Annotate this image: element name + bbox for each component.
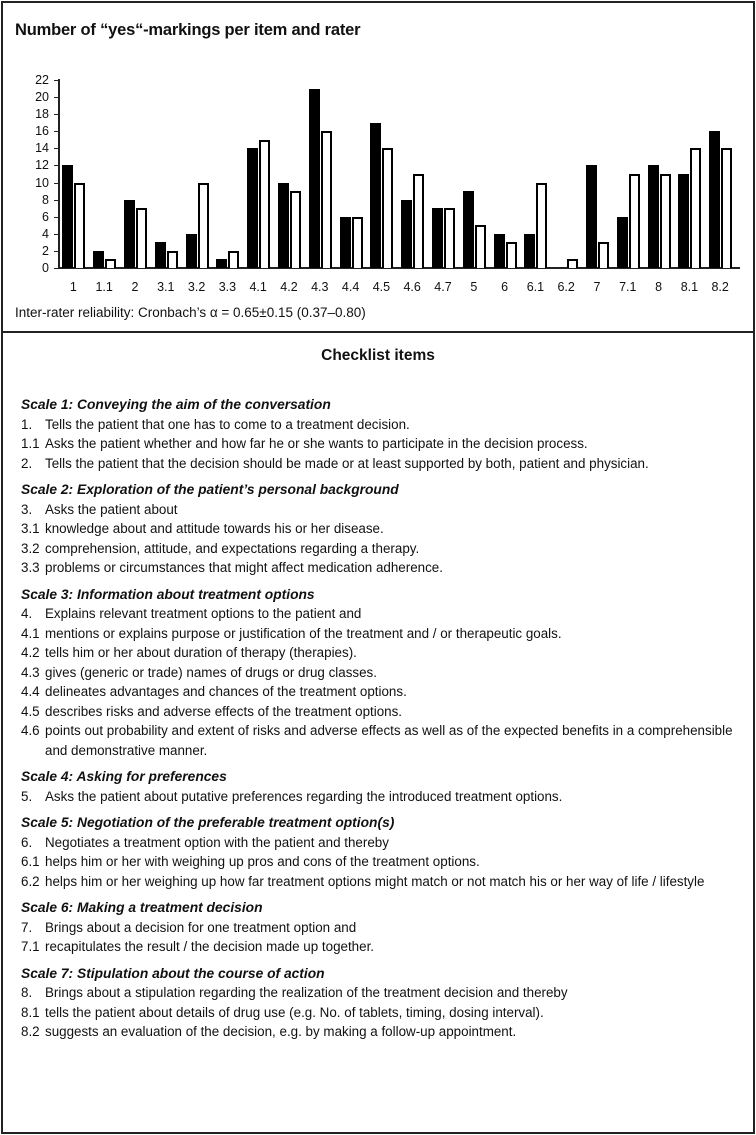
scale-title: Scale 1: Conveying the aim of the conversation [21,397,331,412]
item-text: knowledge about and attitude towards his or her disease. [45,521,384,536]
x-tick-label: 2 [131,280,139,294]
bar-rater-2 [567,259,578,268]
scale-title: Scale 7: Stipulation about the course of action [21,965,325,981]
x-tick-label: 4.2 [280,280,298,294]
item-number: 4.3 [21,664,40,680]
item-text: tells him or her about duration of therapy (therapies). [45,645,357,660]
y-tick-label: 20 [35,90,49,105]
scale-title: Scale 2: Exploration of the patient’s personal background [21,482,399,497]
checklist-item [21,721,751,760]
x-tick-label: 8.2 [711,280,729,294]
bar-rater-1 [617,217,628,268]
checklist-item [21,937,751,957]
y-tick-mark [54,268,59,269]
reliability-note: Inter-rater reliability: Cronbach’s α = 0.65±0.15 (0.37–0.80) [15,305,366,320]
bar-rater-2 [413,174,424,268]
y-tick-label: 22 [35,73,49,87]
x-tick-label: 1 [69,280,77,294]
item-number: 6. [21,834,33,850]
item-text: problems or circumstances that might affect medication adherence. [45,560,443,575]
y-tick-mark [54,97,59,98]
scale-section [21,395,751,473]
item-number: 2. [21,455,33,471]
item-text: Tells the patient that one has to come to a treatment decision. [45,416,410,432]
x-tick-label: 8 [655,280,663,294]
item-number: 3.1 [21,521,40,536]
y-tick-label: 6 [42,209,49,224]
checklist-item [21,454,751,474]
x-tick-label: 7.1 [619,280,637,294]
bar-rater-1 [186,234,197,268]
bar-rater-1 [463,191,474,268]
x-tick-label: 1.1 [95,280,113,294]
item-number: 8. [21,985,33,1000]
x-tick-label: 4.7 [434,280,452,294]
bar-rater-2 [352,217,363,268]
y-tick-mark [54,234,59,235]
scale-title: Scale 5: Negotiation of the preferable treatment option(s) [21,815,395,830]
item-text: gives (generic or trade) names of drugs or drug classes. [45,664,377,680]
checklist-item [21,1003,751,1023]
item-text: Asks the patient whether and how far he or she wants to participate in the decision process. [45,436,588,451]
x-tick-label: 6 [501,280,509,294]
bar-rater-2 [74,183,85,268]
item-number: 4.1 [21,625,40,641]
item-text: Explains relevant treatment options to the patient and [45,606,362,621]
bar-rater-1 [432,208,443,268]
y-axis [58,79,60,269]
item-number: 4.5 [21,703,40,719]
checklist-title: Checklist items [321,347,435,364]
item-text: points out probability and extent of risks and adverse effects as well as of the expected benefits in a comprehensible and demonstrative manner. [45,723,733,758]
checklist-item [21,1022,751,1042]
item-text: comprehension, attitude, and expectations regarding a therapy. [45,540,420,556]
bar-rater-1 [524,234,535,268]
item-text: Brings about a stipulation regarding the realization of the treatment decision and thereby [45,985,568,1000]
item-number: 4. [21,606,33,621]
scale-section [21,813,751,891]
item-text: Asks the patient about [45,501,178,517]
scale-section [21,480,751,578]
bar-rater-2 [321,131,332,268]
item-text: suggests an evaluation of the decision, e.g. by making a follow-up appointment. [45,1024,517,1039]
checklist-item [21,682,751,702]
checklist-item [21,702,751,722]
y-tick-label: 0 [42,261,49,275]
chart-panel [3,3,753,331]
x-tick-label: 4.3 [311,280,329,294]
x-tick-label: 4.1 [249,280,267,294]
item-text: delineates advantages and chances of the treatment options. [45,684,407,699]
scale-title: Scale 6: Making a treatment decision [21,900,263,915]
bar-rater-2 [382,148,393,268]
checklist-panel [3,333,753,1133]
checklist-item [21,415,751,435]
bar-rater-1 [709,131,720,268]
item-number: 4.6 [21,723,40,738]
bar-rater-2 [536,183,547,268]
bar-rater-2 [259,140,270,268]
scale-section [21,898,751,957]
y-tick-label: 18 [35,107,49,122]
y-tick-mark [54,80,59,81]
bar-rater-1 [62,165,73,268]
bar-rater-2 [690,148,701,268]
y-tick-label: 2 [42,243,49,258]
item-number: 3. [21,501,33,517]
bar-rater-2 [660,174,671,268]
checklist-item [21,663,751,683]
bar-rater-2 [136,208,147,268]
figure-frame [1,1,755,1134]
bar-rater-2 [290,191,301,268]
x-tick-label: 6.2 [557,280,575,294]
bar-rater-1 [494,234,505,268]
checklist-item [21,872,751,892]
checklist-item [21,500,751,520]
bar-rater-2 [444,208,455,268]
item-number: 4.2 [21,645,40,660]
y-tick-mark [54,165,59,166]
x-tick-label: 5 [470,280,478,294]
item-number: 8.1 [21,1004,40,1020]
item-text: recapitulates the result / the decision made up together. [45,939,375,954]
bar-rater-2 [198,183,209,268]
item-number: 3.3 [21,560,40,575]
item-number: 7.1 [21,939,40,954]
bar-rater-2 [721,148,732,268]
bar-rater-2 [228,251,239,268]
item-text: describes risks and adverse effects of the treatment options. [45,703,403,719]
x-tick-label: 4.4 [341,280,360,294]
item-text: mentions or explains purpose or justification of the treatment and / or therapeutic goals. [45,625,562,641]
bar-rater-1 [93,251,104,268]
y-tick-mark [54,114,59,115]
bar-rater-2 [167,251,178,268]
y-tick-label: 8 [42,192,49,207]
x-tick-label: 3.3 [218,280,237,294]
x-tick-label: 8.1 [680,280,699,294]
x-tick-label: 3.2 [187,280,206,294]
scale-section [21,767,751,806]
scale-title: Scale 3: Information about treatment options [21,586,315,602]
item-number: 5. [21,788,33,804]
checklist-item [21,833,751,853]
item-number: 6.1 [21,854,40,869]
bar-rater-1 [216,259,227,268]
x-tick-label: 6.1 [526,280,545,294]
bar-rater-1 [586,165,597,268]
y-tick-mark [54,148,59,149]
x-tick-label: 3.1 [157,280,175,294]
item-number: 1.1 [21,436,40,451]
item-number: 4.4 [21,684,40,699]
bar-rater-1 [340,217,351,268]
bar-rater-1 [678,174,689,268]
item-text: helps him or her with weighing up pros and cons of the treatment options. [45,854,480,869]
item-text: Negotiates a treatment option with the patient and thereby [45,834,389,850]
x-tick-label: 4.5 [372,280,391,294]
y-tick-label: 10 [35,175,49,190]
chart-title: Number of “yes“-markings per item and rater [15,21,361,39]
bar-rater-2 [475,225,486,268]
bar-rater-2 [105,259,116,268]
item-text: Asks the patient about putative preferences regarding the introduced treatment options. [45,788,563,804]
y-tick-mark [54,251,59,252]
bar-rater-1 [309,89,320,268]
checklist-item [21,983,751,1003]
y-tick-mark [54,200,59,201]
y-tick-label: 16 [35,124,49,139]
scale-title: Scale 4: Asking for preferences [21,769,227,784]
checklist-item [21,539,751,559]
y-tick-mark [54,131,59,132]
item-number: 8.2 [21,1024,40,1039]
bar-rater-1 [247,148,258,268]
item-number: 7. [21,919,33,935]
scale-section [21,585,751,761]
bar-rater-1 [401,200,412,268]
scale-section [21,964,751,1042]
item-number: 6.2 [21,873,40,889]
checklist-item [21,624,751,644]
bar-chart [3,3,753,303]
item-text: Tells the patient that the decision should be made or at least supported by both, patient and physician. [45,455,649,471]
bar-rater-1 [124,200,135,268]
y-tick-mark [54,217,59,218]
item-text: Brings about a decision for one treatment option and [45,919,357,935]
bar-rater-2 [598,242,609,268]
checklist-item [21,604,751,624]
bar-rater-2 [506,242,517,268]
item-text: helps him or her weighing up how far treatment options might match or not match his or her way of life / lifestyle [45,873,705,889]
scale-list [21,395,751,1049]
checklist-item [21,434,751,454]
y-tick-mark [54,183,59,184]
bar-rater-1 [370,123,381,268]
item-text: tells the patient about details of drug use (e.g. No. of tablets, timing, dosing interval). [45,1004,544,1020]
item-number: 3.2 [21,540,40,556]
bar-rater-1 [278,183,289,268]
x-tick-label: 4.6 [403,280,421,294]
checklist-item [21,558,751,578]
y-tick-label: 4 [42,226,49,241]
bar-rater-1 [155,242,166,268]
bar-rater-1 [648,165,659,268]
x-tick-label: 7 [593,280,601,294]
checklist-item [21,918,751,938]
checklist-item [21,852,751,872]
checklist-item [21,643,751,663]
y-tick-label: 12 [35,158,49,173]
item-number: 1. [21,416,33,432]
checklist-item [21,787,751,807]
checklist-item [21,519,751,539]
bar-rater-2 [629,174,640,268]
y-tick-label: 14 [35,141,49,156]
